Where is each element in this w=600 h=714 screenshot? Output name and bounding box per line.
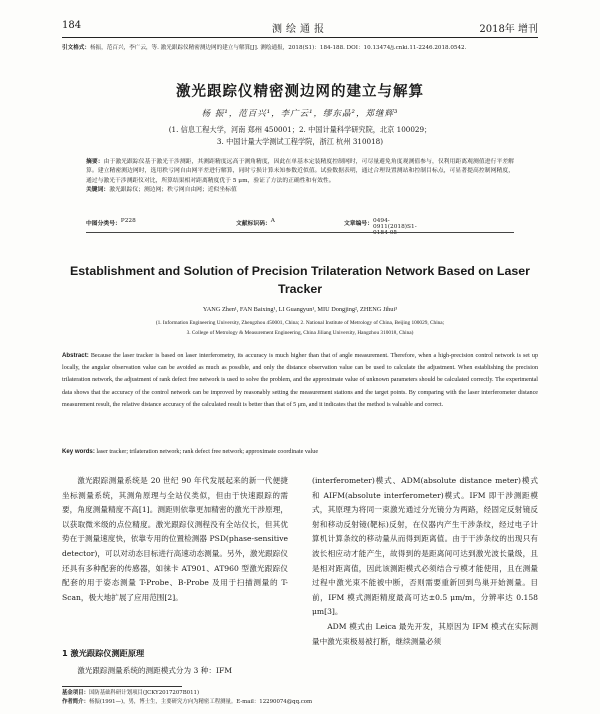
running-header <box>62 18 538 36</box>
abstract-cn-label: 摘要： <box>86 159 104 165</box>
body-paragraph: (interferometer)模式、ADM(absolute distance meter)模式和 AIFM(absolute interferometer)模式。IFM 即干涉测距模式，其原理为将同一束激光通过分光镜分为两路，经固定反射镜反射和移动反射镜(靶标)反射，在仪器内产生干涉条纹，经过电子计算机计算条纹的移动量从而得到距离值。由于干涉条纹的出现只有波长相应动才能产生，故得到的是距离间可达到激光波长量级，且是相对距离值，因此该测距模式必须结合亏模才能使用，且在测量过程中激光束不能被中断，否则需要重新回到鸟巢开始测量。目前，IFM 模式测距精度最高可达±0.5 μm/m，分辨率达 0.158 μm[3]。 <box>312 476 538 617</box>
authors-cn: 杨 振¹，范百兴¹，李广云¹，缪东晶²，郑继辉³ <box>201 109 399 119</box>
article-no-label: 文章编号： <box>344 221 373 227</box>
authors-en: YANG Zhen¹, FAN Baixing¹, LI Guangyun¹, MIU Dongjing², ZHENG Jihui³ <box>202 306 398 313</box>
paper-title-en: Establishment and Solution of Precision Trilateration Network Based on Laser Tracker <box>70 264 530 296</box>
affiliation-cn-line: (1. 信息工程大学，河南 郑州 450001；2. 中国计量科学研究院，北京 100029； <box>168 125 432 134</box>
affiliation-en-line: 3. College of Metrology & Measurement Engineering, China Jiliang University, Hangzhou 310018, China) <box>186 330 414 336</box>
body-paragraph: ADM 模式由 Leica 最先开发，其原因为 IFM 模式在实际测量中激光束极易被打断，继续测量必须 <box>312 621 538 646</box>
abstract-cn <box>86 158 514 195</box>
doc-code-value: A <box>270 218 275 224</box>
keywords-en-text: laser tracker; trilateration network; rank defect free network; approximate coordinate value <box>96 449 319 455</box>
body-column-left <box>62 474 288 605</box>
year-issue: 2018年 增刊 <box>479 24 538 35</box>
page-number: 184 <box>62 20 82 31</box>
affiliation-cn-line: 3. 中国计量大学测试工程学院，浙江 杭州 310018) <box>216 137 384 146</box>
affiliation-en-line: (1. Information Engineering University, Zhengzhou 450001, China; 2. National Institute of Metrology of China, Beijing 100029, China; <box>155 320 445 326</box>
keywords-en <box>62 448 538 455</box>
cn-abstract-rule <box>86 232 514 233</box>
body-paragraph: 激光跟踪测量系统的测距模式分为 3 种：IFM <box>77 666 232 675</box>
journal-name: 测绘通报 <box>272 24 328 35</box>
paper-title-cn: 激光跟踪仪精密测边网的建立与解算 <box>176 84 424 100</box>
abstract-en <box>62 350 538 411</box>
keywords-en-label: Key words: <box>62 448 95 455</box>
author-bio-label: 作者简介： <box>62 699 89 705</box>
clc-label: 中图分类号： <box>86 221 121 227</box>
footnote <box>62 689 538 707</box>
citation-text: 杨振，范百兴，李广云，等. 激光跟踪仪精密测边网的建立与解算[J]. 测绘通报，2018(S1)：184-188. DOI：10.13474/j.cnki.11-2246.2018.0542. <box>89 45 467 51</box>
body-column-right <box>312 474 538 649</box>
abstract-en-label: Abstract: <box>62 352 89 359</box>
article-no-value: 0494-0911(2018)S1-0184-05 <box>373 218 417 236</box>
citation-label: 引文格式： <box>62 45 90 51</box>
affiliations-cn <box>0 124 600 148</box>
abstract-cn-text: 由于激光跟踪仪基于激光干涉测距，其测距精度远高于测角精度，因此在单基本定装精度控制网时，可尽量避免角度观测值参与，仅利用距离观测值进行平差解算。建立精密测边网时，选用秩亏网自由网平差进行解算，同时亏损计算未知参数近似值。试验数据表明，通过合理设置测站和控制目标点，可显著提高控制网精度，通过与激光干涉测距仪对比，所算结果相对距离精度优于 5 μm，验证了方法的正确性和有效性。 <box>86 159 514 184</box>
keywords-cn-text: 激光跟踪仪；测边网；秩亏网自由网；近似坐标值 <box>109 186 237 193</box>
body-paragraph: 激光跟踪测量系统是 20 世纪 90 年代发展起来的新一代便捷坐标测量系统，其测角原理与全站仪类似，但由于快速跟踪的需要，角度测量精度不高[1]。测距则依靠更加精密的激光干涉原理，以获取微米级的点位精度。激光跟踪仪测程没有全站仪长，但其优势在于测量速度快，依靠专用的位置检测器 PSD(phase-sensitive detector)，可以对动态目标进行高速动态测量。另外，激光跟踪仪还具有多种配套的传感器，如徕卡 AT901、AT960 型激光跟踪仪配套的用于姿态测量 T-Probe、B-Probe 及用于扫描测量的 T-Scan，极大地扩展了应用范围[2]。 <box>62 476 288 602</box>
keywords-cn-label: 关键词： <box>86 186 110 193</box>
funding-text: 国防基础科研计划项目(JCKY2017207B011) <box>88 690 200 696</box>
abstract-en-text: Because the laser tracker is based on laser interferometry, its accuracy is much higher than that of angle measurement. Therefore, when a high-precision control network is set up locally, the angular observation value can be avoided as much as possible, and only the distance observation value can be used to calculate the adjustment. When establishing the precision trilateration network, the adjustment of rank defect free network is used to solve the problem, and the approximate value of unknown parameters should be calculated correctly. The experimental data shows that the accuracy of the control network can be improved by reasonably setting the measurement stations and the target points. By comparing with the laser interferometer distance measurement result, the relative distance accuracy of the calculated result is better than that of 5 μm, and it indicates that the method is valuable and correct. <box>62 353 538 408</box>
citation-format <box>62 44 538 53</box>
classification-meta <box>86 218 514 236</box>
section-heading: 1 激光跟踪仪测距原理 <box>62 648 145 658</box>
footnote-rule <box>62 686 182 687</box>
doc-code-label: 文献标识码： <box>236 221 271 227</box>
header-rule <box>62 37 538 38</box>
author-bio-text: 杨振(1991—)，男，博士生，主要研究方向为精密工程测量。E-mail：12290074@qq.com <box>88 699 313 705</box>
funding-label: 基金项目： <box>62 690 89 696</box>
affiliations-en <box>80 318 520 338</box>
clc-value: P228 <box>120 218 136 224</box>
